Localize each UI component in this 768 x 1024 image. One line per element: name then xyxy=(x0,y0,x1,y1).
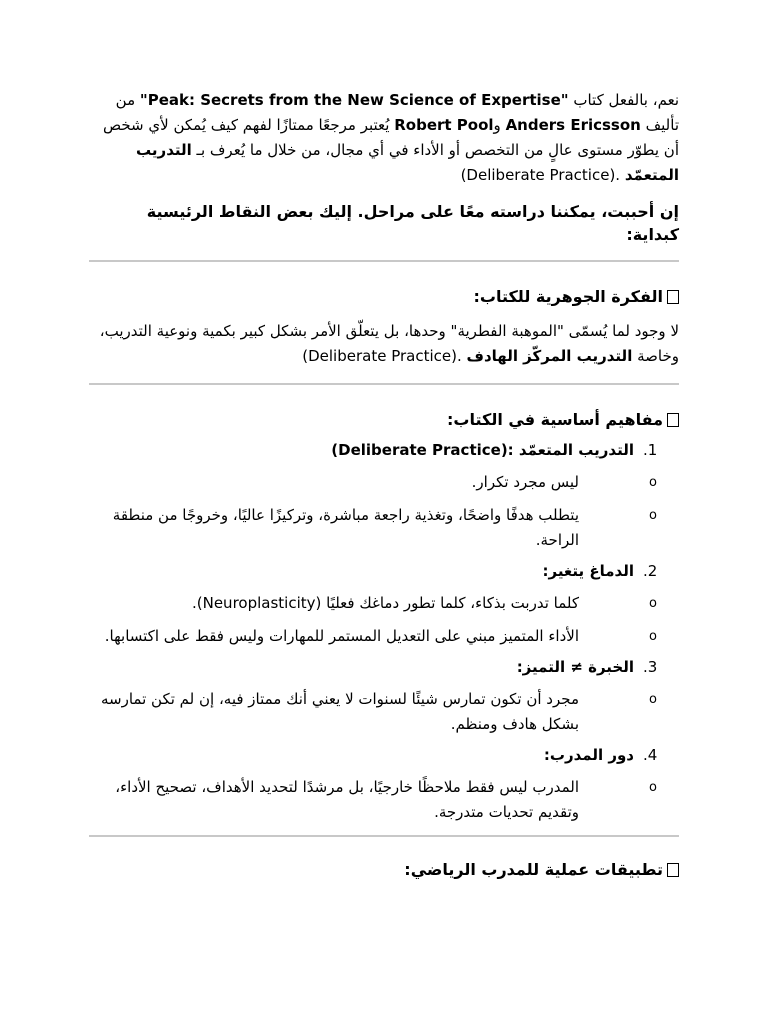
section-heading-concepts xyxy=(89,408,679,432)
concept-title xyxy=(89,655,658,679)
concept-title-en: (Deliberate Practice): xyxy=(331,441,514,459)
intro-text-2: من تأليف xyxy=(115,91,679,134)
bullet-glyph: o xyxy=(649,596,657,611)
divider-2 xyxy=(89,383,679,385)
list-item xyxy=(89,775,657,825)
section1-heading-text: الفكرة الجوهرية للكتاب: xyxy=(473,287,663,306)
bullet-glyph: o xyxy=(649,508,657,523)
list-item xyxy=(89,591,657,616)
sub-text: كلما تدربت بذكاء، كلما تطور دماغك فعليًا (Neuroplasticity). xyxy=(191,594,579,612)
book-title: "Peak: Secrets from the New Science of Expertise" xyxy=(139,91,569,109)
divider-1 xyxy=(89,260,679,262)
list-item xyxy=(89,503,657,553)
bullet-glyph: o xyxy=(649,629,657,644)
intro-term: التدريب المتعمّد xyxy=(136,141,679,184)
lead-paragraph: إن أحببت، يمكننا دراسته معًا على مراحل. إليك بعض النقاط الرئيسية كبداية: xyxy=(146,202,679,244)
bullet-glyph: o xyxy=(649,692,657,707)
item-number: .1 xyxy=(643,441,658,459)
section-heading-applications xyxy=(89,858,679,882)
sub-list xyxy=(89,775,679,825)
list-item xyxy=(89,624,657,649)
core-idea-text-2: (Deliberate Practice). xyxy=(302,347,462,365)
sub-text: ليس مجرد تكرار. xyxy=(471,473,579,491)
intro-text-1: نعم، بالفعل كتاب xyxy=(573,91,679,109)
bullet-glyph: o xyxy=(649,475,657,490)
concept-title-text: التدريب المتعمّد xyxy=(518,441,634,459)
box-glyph-icon xyxy=(667,413,679,427)
list-item xyxy=(89,470,657,495)
list-item xyxy=(89,743,679,825)
intro-text-3: يُعتبر مرجعًا ممتازًا لفهم كيف يُمكن لأي شخص أن يطوّر مستوى عالٍ من التخصص أو الأداء في أي مجال، من خلال ما يُعرف بـ xyxy=(103,116,679,159)
core-idea-text-1: لا وجود لما يُسمّى "الموهبة الفطرية" وحدها، بل يتعلّق الأمر بشكل كبير بكمية ونوعية التدريب، وخاصة xyxy=(99,322,679,365)
author-1: Anders Ericsson xyxy=(505,116,641,134)
concept-title xyxy=(89,438,658,462)
sub-text: مجرد أن تكون تمارس شيئًا لسنوات لا يعني أنك ممتاز فيه، إن لم تكن تمارسه بشكل هادف ومنظم. xyxy=(100,690,579,733)
list-item xyxy=(89,687,657,737)
core-idea-paragraph xyxy=(89,319,679,369)
item-number: .4 xyxy=(643,746,658,764)
section-heading-core-idea xyxy=(89,285,679,309)
box-glyph-icon xyxy=(667,863,679,877)
core-idea-bold: التدريب المركّز الهادف xyxy=(466,347,633,365)
concept-title xyxy=(89,559,658,583)
sub-list xyxy=(89,687,679,737)
intro-paragraph xyxy=(89,88,679,188)
item-number: .3 xyxy=(643,658,658,676)
box-glyph-icon xyxy=(667,290,679,304)
sub-list xyxy=(89,470,679,553)
list-item xyxy=(89,438,679,553)
sub-text: الأداء المتميز مبني على التعديل المستمر للمهارات وليس فقط على اكتسابها. xyxy=(104,627,579,645)
list-item xyxy=(89,655,679,737)
list-item xyxy=(89,559,679,649)
item-number: .2 xyxy=(643,562,658,580)
author-2: Robert Pool xyxy=(394,116,494,134)
intro-and: و xyxy=(493,116,501,134)
section3-heading-text: تطبيقات عملية للمدرب الرياضي: xyxy=(404,860,663,879)
sub-list xyxy=(89,591,679,649)
concept-title-text: الخبرة ≠ التميز: xyxy=(516,658,634,676)
intro-term-en: (Deliberate Practice). xyxy=(460,166,621,184)
concept-title xyxy=(89,743,658,767)
concepts-list xyxy=(89,438,679,825)
section2-heading-text: مفاهيم أساسية في الكتاب: xyxy=(447,410,663,429)
sub-text: يتطلب هدفًا واضحًا، وتغذية راجعة مباشرة، وتركيزًا عاليًا، وخروجًا من منطقة الراحة. xyxy=(112,506,579,549)
concept-title-text: دور المدرب: xyxy=(543,746,634,764)
divider-3 xyxy=(89,835,679,837)
sub-text: المدرب ليس فقط ملاحظًا خارجيًا، بل مرشدًا لتحديد الأهداف، تصحيح الأداء، وتقديم تحديات متدرجة. xyxy=(115,778,579,821)
concept-title-text: الدماغ يتغير: xyxy=(542,562,634,580)
bullet-glyph: o xyxy=(649,780,657,795)
